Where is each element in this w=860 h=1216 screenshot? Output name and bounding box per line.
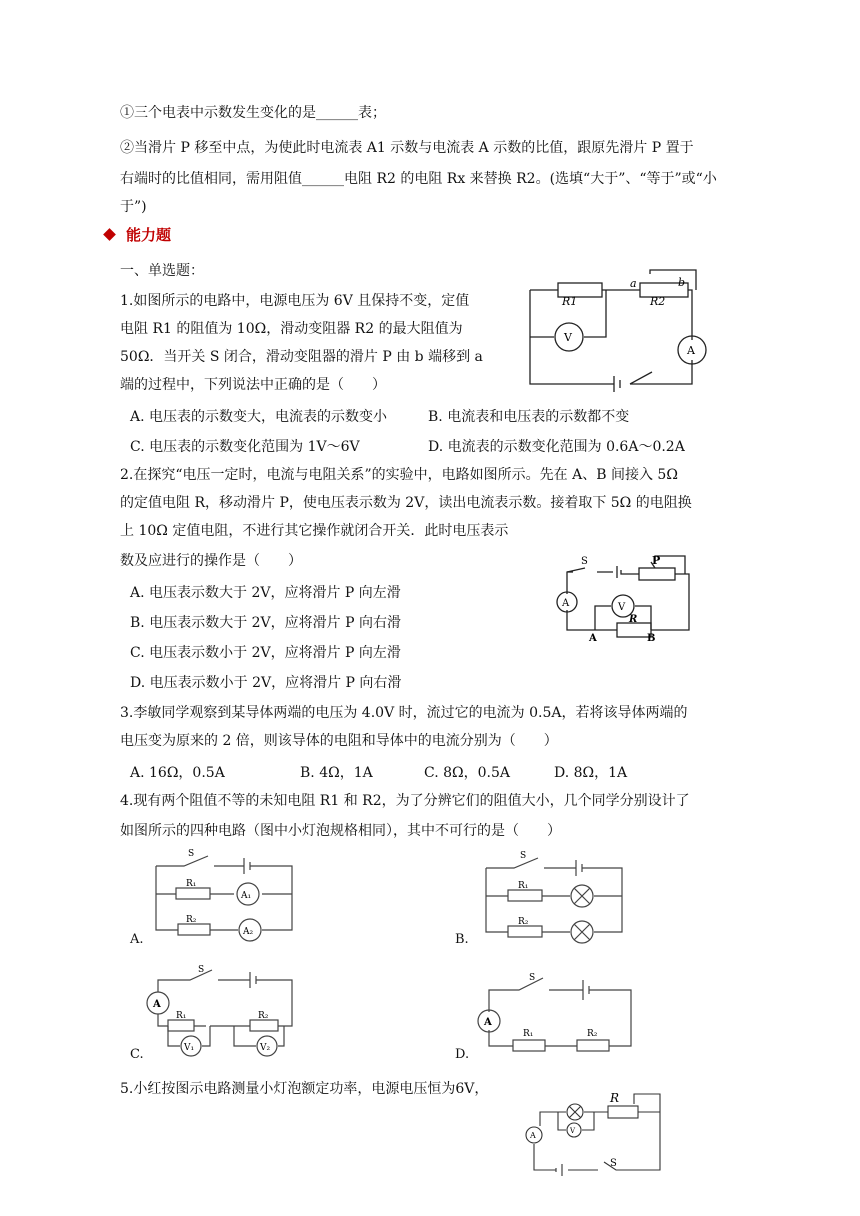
q2-line-3: 上 10Ω 定值电阻，不进行其它操作就闭合开关．此时电压表示 [120, 523, 509, 539]
section-title: 能力题 [126, 226, 172, 244]
q1-option-b: B. 电流表和电压表的示数都不变 [428, 409, 630, 425]
q4d-label-r1: R₁ [523, 1029, 534, 1039]
q1-label-r2: R2 [650, 295, 666, 308]
q4d-label-s: S [529, 973, 536, 983]
q2-rheostat [639, 568, 675, 580]
q1-option-d: D. 电流表的示数变化范围为 0.6A～0.2A [428, 439, 685, 455]
q1-option-c: C. 电压表的示数变化范围为 1V～6V [130, 439, 360, 455]
q4b-r1 [508, 890, 542, 901]
q4c-label-r1: R₁ [176, 1011, 187, 1021]
section-heading [105, 224, 171, 245]
q1-label-a: a [630, 277, 637, 290]
q5-label-v: V [570, 1127, 576, 1135]
q2-option-a: A. 电压表示数大于 2V，应将滑片 P 向左滑 [130, 585, 401, 601]
q4b-label-r1: R₁ [518, 881, 529, 891]
prev-line-3: 右端时的比值相同，需用阻值______电阻 R2 的电阻 Rx 来替换 R2。(选填“大于”、“等于”或“小 [120, 171, 717, 187]
q4a-label-a1: A₁ [241, 891, 252, 901]
q5-label-s: S [610, 1158, 617, 1169]
q2-line-4: 数及应进行的操作是（ ） [120, 553, 302, 569]
q4b-label-r2: R₂ [518, 917, 529, 927]
q2-label-r: R [629, 614, 638, 625]
q4d-r1 [513, 1040, 545, 1051]
q3-option-c: C. 8Ω，0.5A [424, 765, 511, 781]
q5-circuit-diagram [520, 1088, 670, 1180]
q4c-label-am: A [153, 999, 161, 1010]
q1-line-4: 端的过程中，下列说法中正确的是（ ） [120, 377, 386, 393]
q4a-label-s: S [188, 849, 195, 859]
q2-label-p: P [652, 554, 661, 567]
prev-line-1: ①三个电表中示数发生变化的是______表； [120, 105, 386, 121]
q3-option-b: B. 4Ω，1A [300, 765, 373, 781]
q4a-label-a2: A₂ [243, 927, 254, 937]
q4d-label-r2: R₂ [587, 1029, 598, 1039]
q1-label-b: b [678, 276, 686, 289]
q3-line-2: 电压变为原来的 2 倍，则该导体的电阻和导体中的电流分别为（ ） [120, 733, 558, 749]
q4c-label-s: S [198, 965, 205, 975]
q4c-label-r2: R₂ [258, 1011, 269, 1021]
q2-option-b: B. 电压表示数大于 2V，应将滑片 P 向右滑 [130, 615, 401, 631]
q5-label-am: A [530, 1131, 536, 1140]
q4d-r2 [577, 1040, 609, 1051]
q4c-r2 [250, 1020, 278, 1031]
q2-label-a: A [589, 633, 597, 644]
q2-label-s: S [581, 556, 588, 567]
q1-line-2: 电阻 R1 的阻值为 10Ω，滑动变阻器 R2 的最大阻值为 [120, 321, 463, 337]
q2-label-am: A [562, 598, 570, 609]
q3-option-d: D. 8Ω，1A [554, 765, 628, 781]
q4-label-b: B. [455, 932, 469, 947]
q1-label-r1: R1 [562, 295, 578, 308]
q4-circuit-b [480, 846, 630, 942]
section-subtitle: 一、单选题： [120, 263, 204, 279]
q4-line-1: 4.现有两个阻值不等的未知电阻 R1 和 R2，为了分辨它们的阻值大小，几个同学分别设计了 [120, 793, 690, 809]
q2-label-b: B [647, 633, 656, 644]
q5-line-1: 5.小红按图示电路测量小灯泡额定功率，电源电压恒为6V， [120, 1081, 489, 1097]
q4a-label-r1: R₁ [186, 879, 197, 889]
q4-circuit-c [150, 962, 300, 1058]
q2-option-d: D. 电压表示数小于 2V，应将滑片 P 向右滑 [130, 675, 402, 691]
q3-option-a: A. 16Ω，0.5A [130, 765, 225, 781]
q1-circuit-diagram [510, 262, 710, 392]
diamond-icon [103, 228, 116, 241]
q4c-label-v1: V₁ [184, 1043, 195, 1053]
q4-circuit-d [475, 962, 635, 1058]
prev-line-2: ②当滑片 P 移至中点，为使此时电流表 A1 示数与电流表 A 示数的比值，跟原先滑片 P 置于 [120, 140, 694, 156]
q2-line-1: 2.在探究“电压一定时，电流与电阻关系”的实验中，电路如图所示。先在 A、B 间接入 5Ω [120, 467, 678, 483]
q2-resistor-r [617, 623, 651, 637]
q4-circuit-a [150, 846, 300, 942]
q2-label-v: V [618, 602, 626, 613]
q2-option-c: C. 电压表示数小于 2V，应将滑片 P 向左滑 [130, 645, 401, 661]
q1-label-am: A [687, 344, 695, 357]
q4c-label-v2: V₂ [260, 1043, 271, 1053]
q4b-label-s: S [520, 851, 527, 861]
q4-label-a: A. [130, 932, 144, 947]
q1-line-1: 1.如图所示的电路中，电源电压为 6V 且保持不变，定值 [120, 293, 470, 309]
q5-rheostat [608, 1106, 638, 1118]
q4-line-2: 如图所示的四种电路（图中小灯泡规格相同），其中不可行的是（ ） [120, 823, 561, 839]
q4b-r2 [508, 926, 542, 937]
q4a-r1 [176, 888, 210, 899]
q4a-label-r2: R₂ [186, 915, 197, 925]
q5-label-r: R [610, 1091, 620, 1105]
q2-circuit-diagram [555, 548, 695, 644]
q1-label-v: V [564, 331, 572, 344]
q1-line-3: 50Ω．当开关 S 闭合，滑动变阻器的滑片 P 由 b 端移到 a [120, 349, 483, 365]
q2-line-2: 的定值电阻 R，移动滑片 P，使电压表示数为 2V，读出电流表示数。接着取下 5Ω 的电阻换 [120, 495, 692, 511]
q3-line-1: 3.李敏同学观察到某导体两端的电压为 4.0V 时，流过它的电流为 0.5A，若将该导体两端的 [120, 705, 688, 721]
q4d-label-am: A [484, 1017, 492, 1028]
q4c-r1 [168, 1020, 194, 1031]
q4-label-c: C. [130, 1047, 144, 1062]
q4a-r2 [178, 924, 210, 935]
q4-label-d: D. [455, 1047, 470, 1062]
q1-option-a: A. 电压表的示数变大，电流表的示数变小 [130, 409, 388, 425]
prev-line-4: 于”) [120, 199, 147, 215]
